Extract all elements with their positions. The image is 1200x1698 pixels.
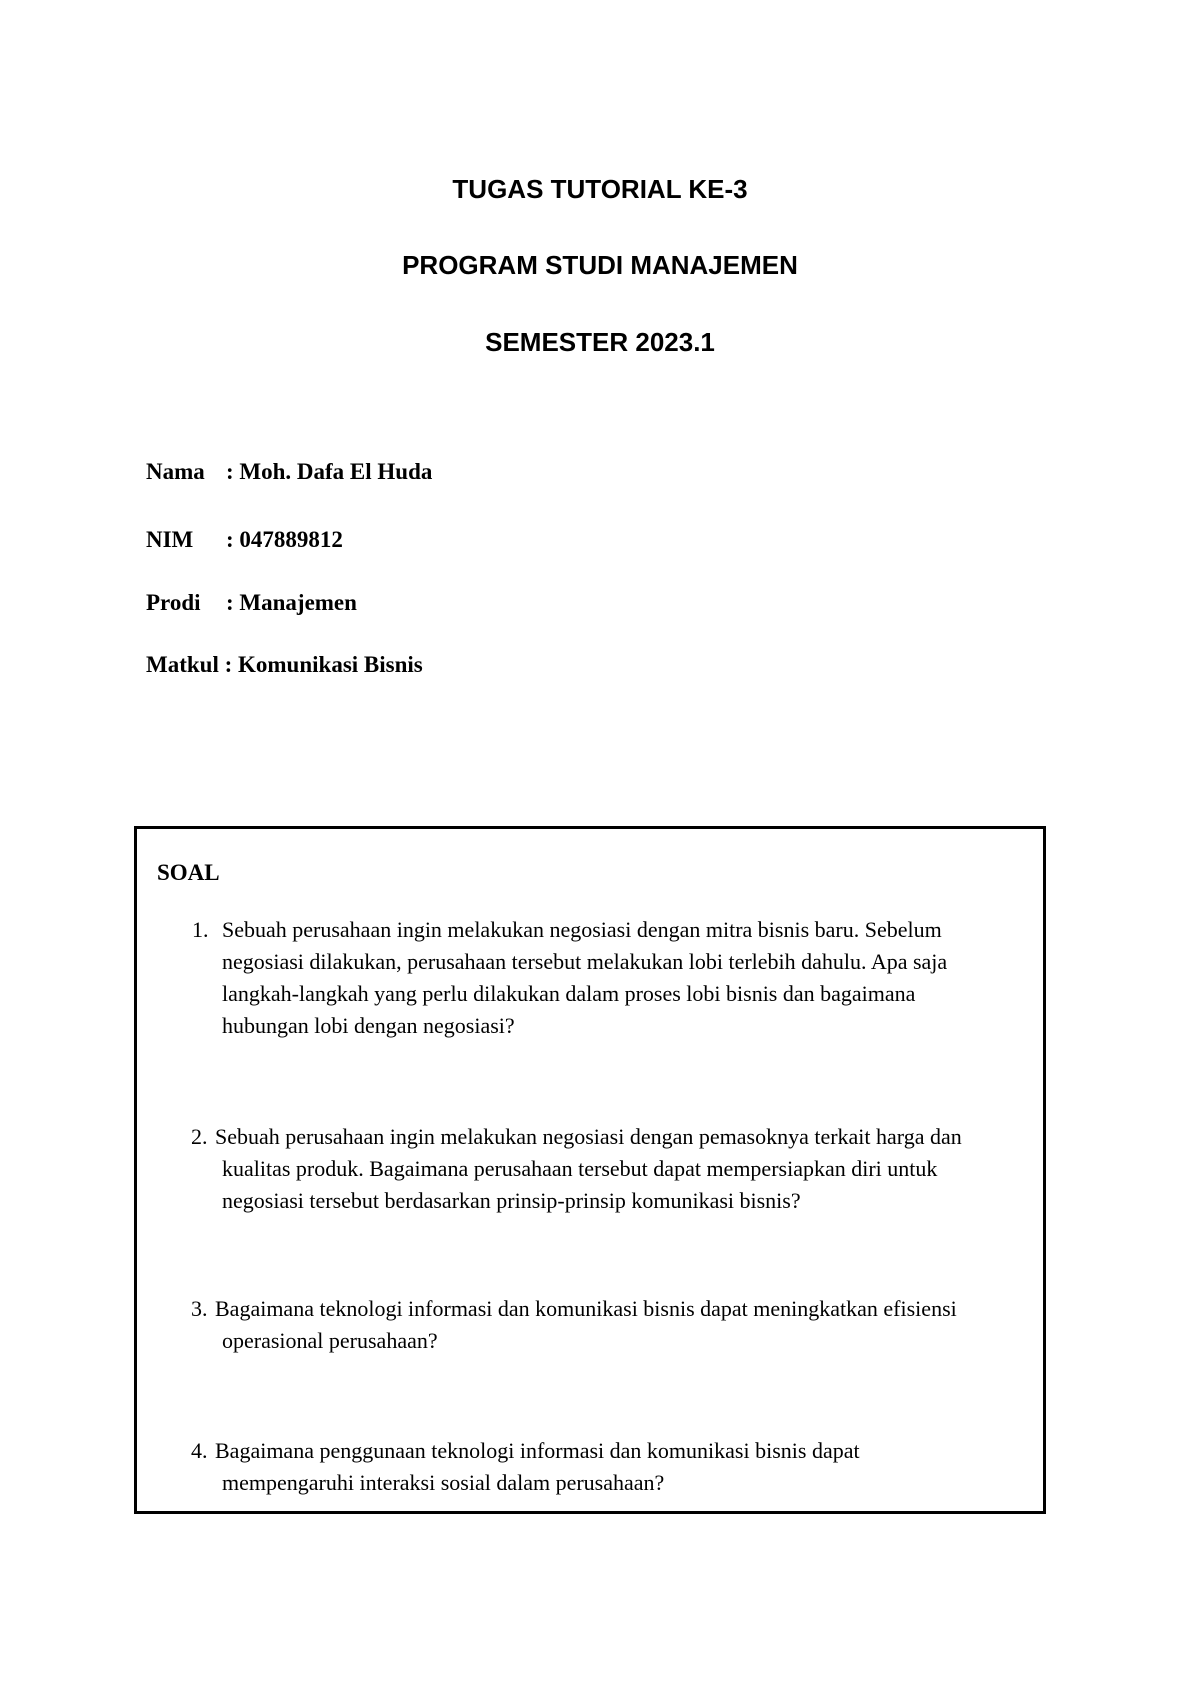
info-row-prodi (146, 589, 357, 617)
question-line: Bagaimana teknologi informasi dan komunikasi bisnis dapat meningkatkan efisiensi (215, 1296, 957, 1321)
soal-box (134, 826, 1046, 1514)
question-line: langkah-langkah yang perlu dilakukan dalam proses lobi bisnis dan bagaimana (222, 981, 916, 1006)
question-line: negosiasi tersebut berdasarkan prinsip-prinsip komunikasi bisnis? (222, 1188, 801, 1213)
info-label-prodi: Prodi (146, 590, 201, 615)
info-value-matkul: : Komunikasi Bisnis (218, 652, 423, 677)
question-number: 1. (192, 917, 209, 942)
info-value-nim: : 047889812 (226, 527, 343, 552)
question-line: Bagaimana penggunaan teknologi informasi dan komunikasi bisnis dapat (215, 1438, 860, 1463)
question-line: kualitas produk. Bagaimana perusahaan tersebut dapat mempersiapkan diri untuk (222, 1156, 938, 1181)
info-row-nama (146, 458, 432, 486)
document-title: TUGAS TUTORIAL KE-3 (452, 174, 748, 204)
question-1 (192, 914, 1022, 1042)
info-row-matkul (146, 651, 423, 679)
info-label-matkul: Matkul (146, 652, 219, 677)
question-line: negosiasi dilakukan, perusahaan tersebut melakukan lobi terlebih dahulu. Apa saja (222, 949, 948, 974)
info-label-nama: Nama (146, 459, 205, 484)
program-title: PROGRAM STUDI MANAJEMEN (402, 250, 798, 280)
question-line: Sebuah perusahaan ingin melakukan negosiasi dengan pemasoknya terkait harga dan (215, 1124, 962, 1149)
question-number: 4. (191, 1438, 208, 1463)
question-line: hubungan lobi dengan negosiasi? (222, 1013, 515, 1038)
question-2 (191, 1121, 1042, 1217)
info-row-nim (146, 526, 343, 554)
question-line: mempengaruhi interaksi sosial dalam perusahaan? (222, 1470, 665, 1495)
info-label-nim: NIM (146, 527, 194, 552)
question-3 (191, 1293, 1042, 1357)
soal-heading: SOAL (157, 860, 220, 885)
question-line: Sebuah perusahaan ingin melakukan negosiasi dengan mitra bisnis baru. Sebelum (222, 917, 942, 942)
question-4 (191, 1435, 1042, 1499)
question-number: 3. (191, 1296, 208, 1321)
question-line: operasional perusahaan? (222, 1328, 438, 1353)
semester-title: SEMESTER 2023.1 (485, 327, 715, 357)
info-value-nama: : Moh. Dafa El Huda (226, 459, 433, 484)
question-number: 2. (191, 1124, 208, 1149)
info-value-prodi: : Manajemen (226, 590, 357, 615)
